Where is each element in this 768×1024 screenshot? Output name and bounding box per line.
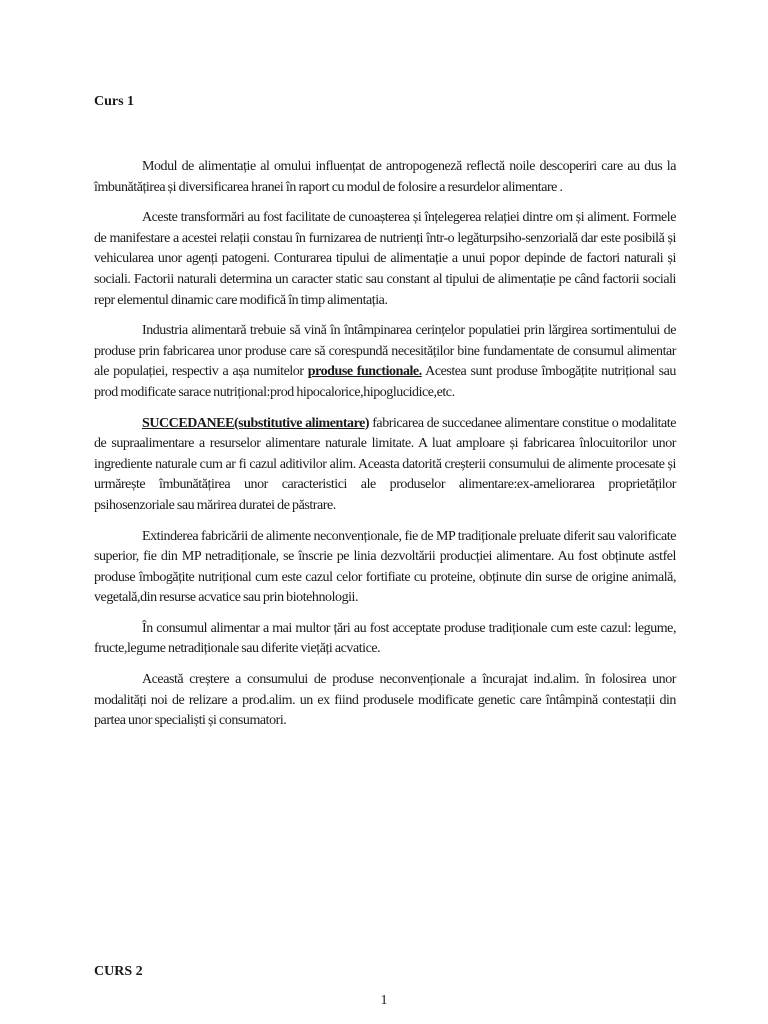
page-number: 1: [380, 993, 388, 1008]
paragraph-1: Modul de alimentație al omului influențat de antropogeneză reflectă noile descoperiri care au dus la îmbunătățirea și diversificarea hranei în raport cu modul de folosire a resurdelor alimentare .: [94, 159, 676, 195]
paragraph-4: [94, 414, 676, 517]
term-succedanee: SUCCEDANEE(substitutive alimentare): [142, 415, 370, 431]
paragraph-3: [94, 321, 676, 403]
paragraph-3-text-before: Industria alimentară trebuie să vină în întâmpinarea cerințelor populatiei prin lărgirea sortimentului de produse prin fabricarea unor produse care să corespundă necesităților bine fundamentate de consumul alimentar ale populației, respectiv a așa numitelor: [94, 323, 676, 380]
paragraph-7: Această creștere a consumului de produse neconvenționale a încurajat ind.alim. în folosirea unor modalități noi de relizare a prod.alim. un ex fiind produsele modificate genetic care întâmpină contestații din partea unor specialiști și consumatori.: [94, 672, 676, 729]
paragraph-3-text-after: Acestea sunt produse îmbogățite nutrițional sau prod modificate saracе nutrițional:prod hipocalorice,hipoglucidice,etc.: [94, 364, 676, 400]
paragraph-2: Aceste transformări au fost facilitate de cunoașterea și înțelegerea relației dintre om și aliment. Formele de manifestare a acestei relații constau în furnizarea de nutrienți într-o legăturpsiho-senzorială dar este posibilă și vehicularea unor agenți patogeni. Conturarea tipului de alimentație a unui popor depinde de factori naturali și sociali. Factorii naturali determina un caracter static sau constant al tipului de alimentație pe când factorii sociali repr elementul dinamic care modifică în timp alimentația.: [94, 210, 676, 308]
term-produse-functionale: produse functionale.: [307, 364, 422, 380]
document-body: [94, 157, 676, 742]
paragraph-6: În consumul alimentar a mai multor țări au fost acceptate produse tradiționale cum este cazul: legume, fructe,legume netradiționale sau diferite viețăți acvatice.: [94, 620, 676, 657]
paragraph-4-text-after: fabricarea de succedanee alimentare constitue o modalitate de supraalimentare a resurselor alimentare naturale limitate. A luat amploare și fabricarea înlocuitorilor unor ingrediente naturale cum ar fi cazul aditivilor alim. Aceasta datorită creșterii consumului de alimente procesate și urmărește îmbunătățirea unor caracteristici ale produselor alimentare:ex-ameliorarea proprietăților psihosenzoriale sau mărirea duratei de păstrare.: [94, 415, 676, 513]
page-heading-curs-2: CURS 2: [94, 964, 143, 979]
paragraph-5: Extinderea fabricării de alimente neconvenționale, fie de MP tradiționale preluate diferit sau valorificate superior, fie din MP netradiționale, se înscrie pe linia dezvoltării producției alimentare. Au fost obținute astfel produse îmbogățite nutrițional cum este cazul celor fortifiate cu proteine, obținute din surse de origine animală, vegetală,din resurse acvatice sau prin biotehnologii.: [94, 528, 676, 606]
page-heading-curs-1: Curs 1: [94, 94, 135, 109]
